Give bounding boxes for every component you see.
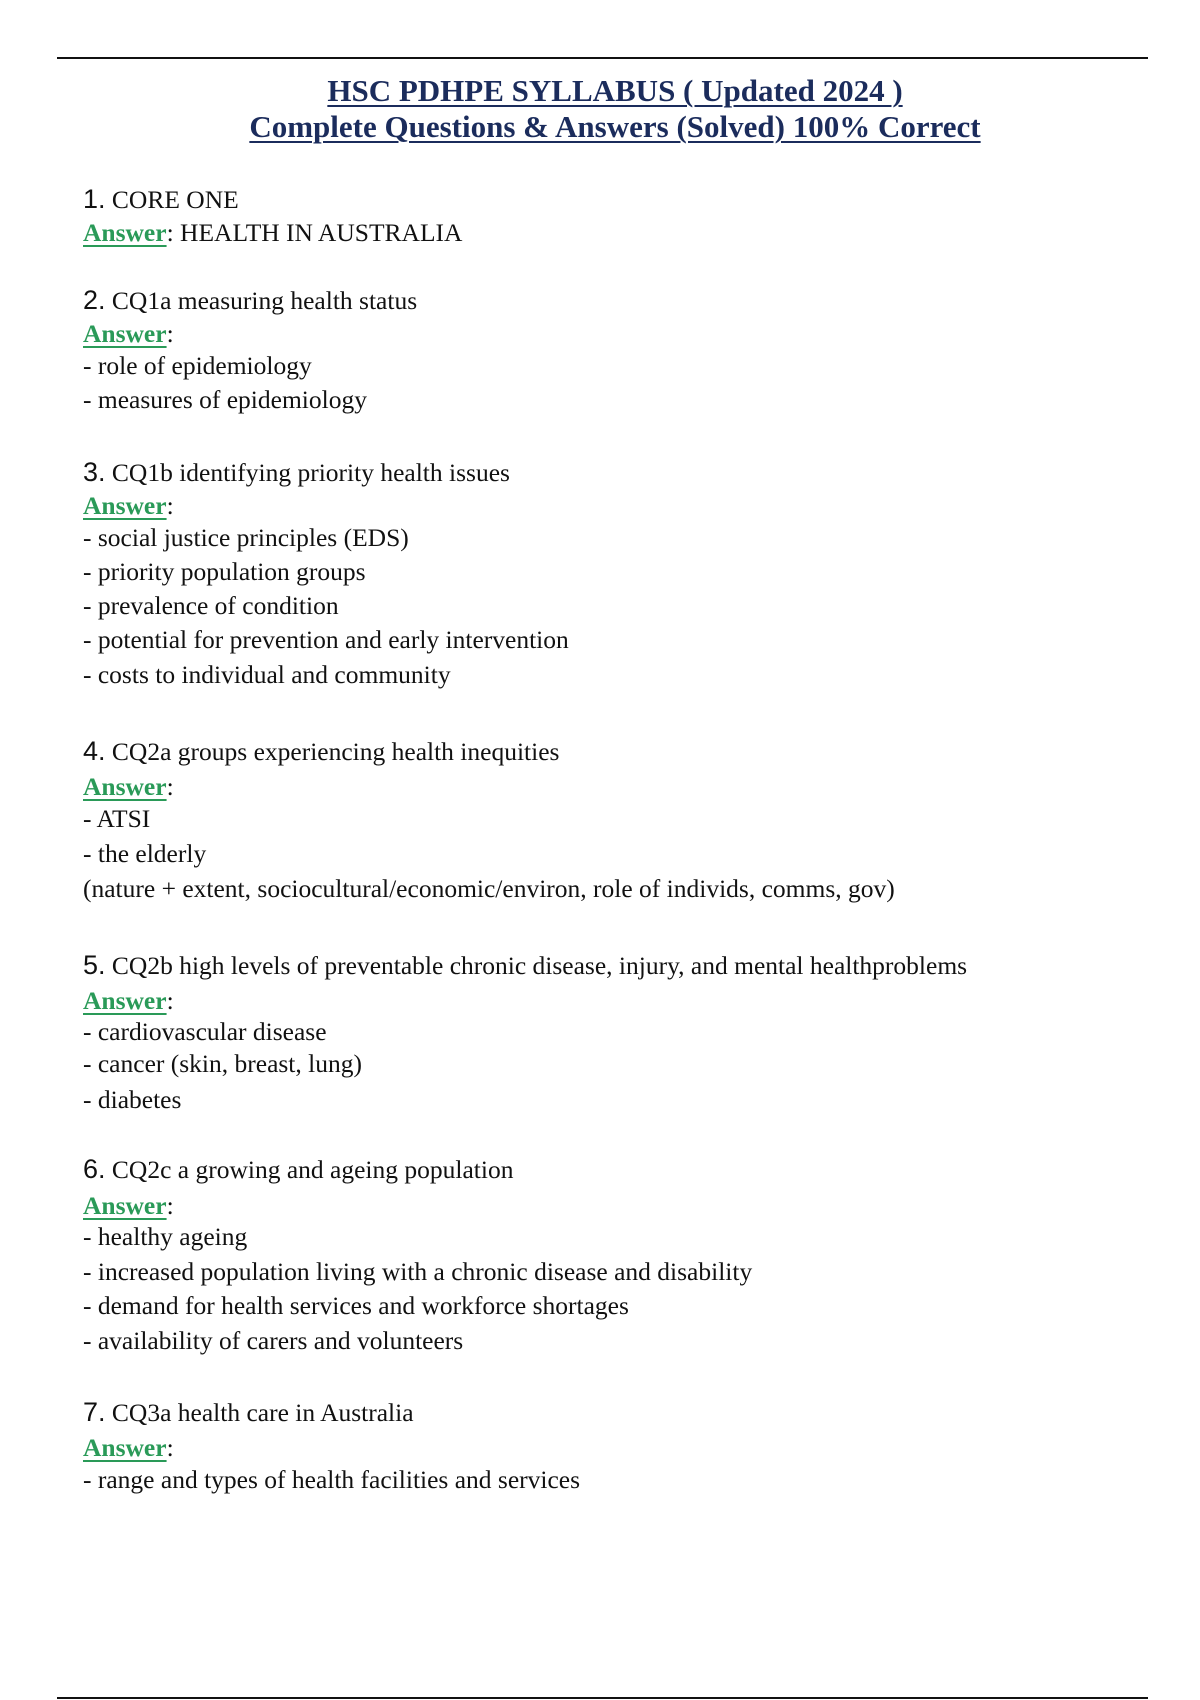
top-rule [57,57,1148,59]
question-text: CQ3a health care in Australia [111,1398,414,1427]
answer-line: - costs to individual and community [83,660,451,689]
answer-line: - prevalence of condition [83,591,339,620]
question-number: 5. [83,950,106,980]
answer-inline: HEALTH IN AUSTRALIA [180,218,463,247]
answer: Answer: [83,1191,174,1220]
answer-label: Answer [83,772,167,801]
question [83,1153,513,1186]
answer-line: - demand for health services and workforce shortages [83,1291,629,1320]
answer-line: - potential for prevention and early intervention [83,625,569,654]
title-line-2: Complete Questions & Answers (Solved) 100% Correct [249,109,981,144]
question-number: 3. [83,457,106,487]
answer-line: - increased population living with a chronic disease and disability [83,1257,753,1286]
answer-line: - diabetes [83,1085,182,1114]
question-text: CQ1b identifying priority health issues [111,458,510,487]
question-number: 4. [83,736,106,766]
question-number: 2. [83,285,106,315]
answer: Answer: [83,772,174,801]
question-number: 6. [83,1154,106,1184]
answer-line: - cancer (skin, breast, lung) [83,1049,362,1078]
answer-line: - ATSI [83,804,151,833]
answer-line: - range and types of health facilities and services [83,1465,581,1494]
document-title [0,73,1200,109]
answer-line: - role of epidemiology [83,351,312,380]
question-text: CORE ONE [111,185,239,214]
answer: Answer: HEALTH IN AUSTRALIA [83,218,463,247]
question-text: CQ2a groups experiencing health inequities [111,737,560,766]
answer-label: Answer [83,319,167,348]
answer-line: - cardiovascular disease [83,1017,327,1046]
answer-line: - priority population groups [83,557,366,586]
answer: Answer: [83,319,174,348]
answer-line: - measures of epidemiology [83,385,367,414]
answer-label: Answer [83,1433,167,1462]
answer-line: - availability of carers and volunteers [83,1326,464,1355]
answer: Answer: [83,986,174,1015]
answer-label: Answer [83,986,167,1015]
document-subtitle [0,109,1200,145]
question-text: CQ2b high levels of preventable chronic disease, injury, and mental healthproblems [111,951,968,980]
answer-label: Answer [83,218,167,247]
question [83,284,417,317]
answer-label: Answer [83,1191,167,1220]
answer-line: - the elderly [83,839,207,868]
answer-line: - healthy ageing [83,1222,248,1251]
answer-line: (nature + extent, sociocultural/economic/environ, role of individs, comms, gov) [83,874,895,903]
question [83,183,239,216]
question [83,456,510,489]
answer: Answer: [83,1433,174,1462]
answer-label: Answer [83,491,167,520]
title-line-1: HSC PDHPE SYLLABUS ( Updated 2024 ) [327,73,903,108]
question-text: CQ1a measuring health status [111,286,418,315]
question [83,735,559,768]
question [83,1396,414,1429]
answer-line: - social justice principles (EDS) [83,523,409,552]
question-number: 7. [83,1397,106,1427]
bottom-rule [57,1697,1148,1699]
answer: Answer: [83,491,174,520]
question [83,949,967,982]
question-text: CQ2c a growing and ageing population [111,1155,514,1184]
question-number: 1. [83,184,106,214]
